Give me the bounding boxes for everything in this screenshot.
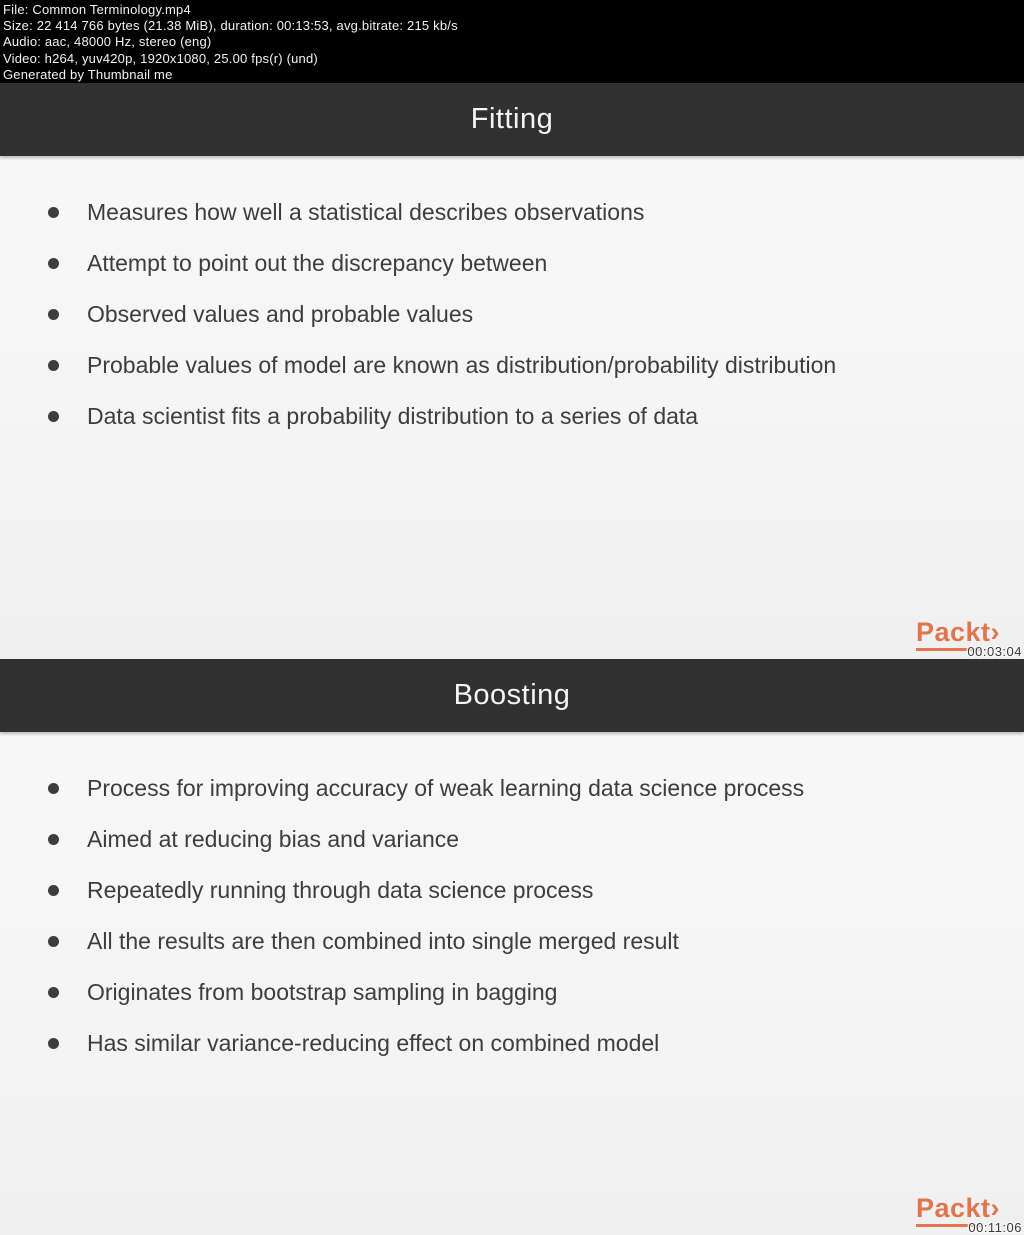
metadata-generator-line: Generated by Thumbnail me <box>3 66 173 82</box>
slide-title: Fitting <box>470 103 554 135</box>
bullet-list <box>0 156 1024 428</box>
bullet-text: Repeatedly running through data science process <box>87 877 594 903</box>
bullet-item <box>48 404 1004 428</box>
metadata-file-line: File: Common Terminology.mp4 <box>3 2 191 17</box>
bullet-item <box>48 929 1004 953</box>
bullet-item <box>48 200 1004 224</box>
bullet-text: Probable values of model are known as distribution/probability distribution <box>87 352 837 378</box>
bullet-dot-icon <box>48 207 59 218</box>
bullet-text: Process for improving accuracy of weak learning data science process <box>87 775 805 801</box>
slide-frame-fitting <box>0 83 1024 659</box>
slide-title-bar <box>0 83 1024 156</box>
bullet-dot-icon <box>48 309 59 320</box>
bullet-dot-icon <box>48 936 59 947</box>
packt-arrow-icon: › <box>990 1193 1000 1223</box>
video-metadata-header <box>0 0 1024 83</box>
bullet-item <box>48 827 1004 851</box>
bullet-dot-icon <box>48 360 59 371</box>
bullet-dot-icon <box>48 834 59 845</box>
bullet-text: Originates from bootstrap sampling in bagging <box>87 979 558 1005</box>
bullet-text: Observed values and probable values <box>87 301 474 327</box>
bullet-item <box>48 980 1004 1004</box>
packt-arrow-icon: › <box>990 617 1000 647</box>
bullet-item <box>48 251 1004 275</box>
packt-logo: Packt› <box>916 619 1000 646</box>
frame-timestamp: 00:11:06 <box>968 1220 1022 1235</box>
bullet-item <box>48 1031 1004 1055</box>
bullet-dot-icon <box>48 885 59 896</box>
slide-title: Boosting <box>453 679 571 711</box>
bullet-dot-icon <box>48 987 59 998</box>
packt-logo: Packt› <box>916 1195 1000 1222</box>
bullet-item <box>48 353 1004 377</box>
metadata-video-line: Video: h264, yuv420p, 1920x1080, 25.00 fps(r) (und) <box>3 50 318 66</box>
metadata-audio-line: Audio: aac, 48000 Hz, stereo (eng) <box>3 34 212 50</box>
bullet-dot-icon <box>48 783 59 794</box>
bullet-text: Attempt to point out the discrepancy between <box>87 250 548 276</box>
bullet-item <box>48 776 1004 800</box>
bullet-text: Measures how well a statistical describes observations <box>87 199 645 225</box>
bullet-text: Has similar variance-reducing effect on combined model <box>87 1030 660 1056</box>
bullet-text: Data scientist fits a probability distribution to a series of data <box>87 403 699 429</box>
bullet-item <box>48 302 1004 326</box>
bullet-text: Aimed at reducing bias and variance <box>87 826 460 852</box>
bullet-list <box>0 732 1024 1055</box>
bullet-item <box>48 878 1004 902</box>
bullet-dot-icon <box>48 1038 59 1049</box>
slide-frame-boosting <box>0 659 1024 1235</box>
metadata-size-line: Size: 22 414 766 bytes (21.38 MiB), duration: 00:13:53, avg.bitrate: 215 kb/s <box>3 18 458 34</box>
slide-title-bar <box>0 659 1024 732</box>
frame-timestamp: 00:03:04 <box>967 644 1022 659</box>
bullet-dot-icon <box>48 258 59 269</box>
bullet-dot-icon <box>48 411 59 422</box>
bullet-text: All the results are then combined into single merged result <box>87 928 679 954</box>
